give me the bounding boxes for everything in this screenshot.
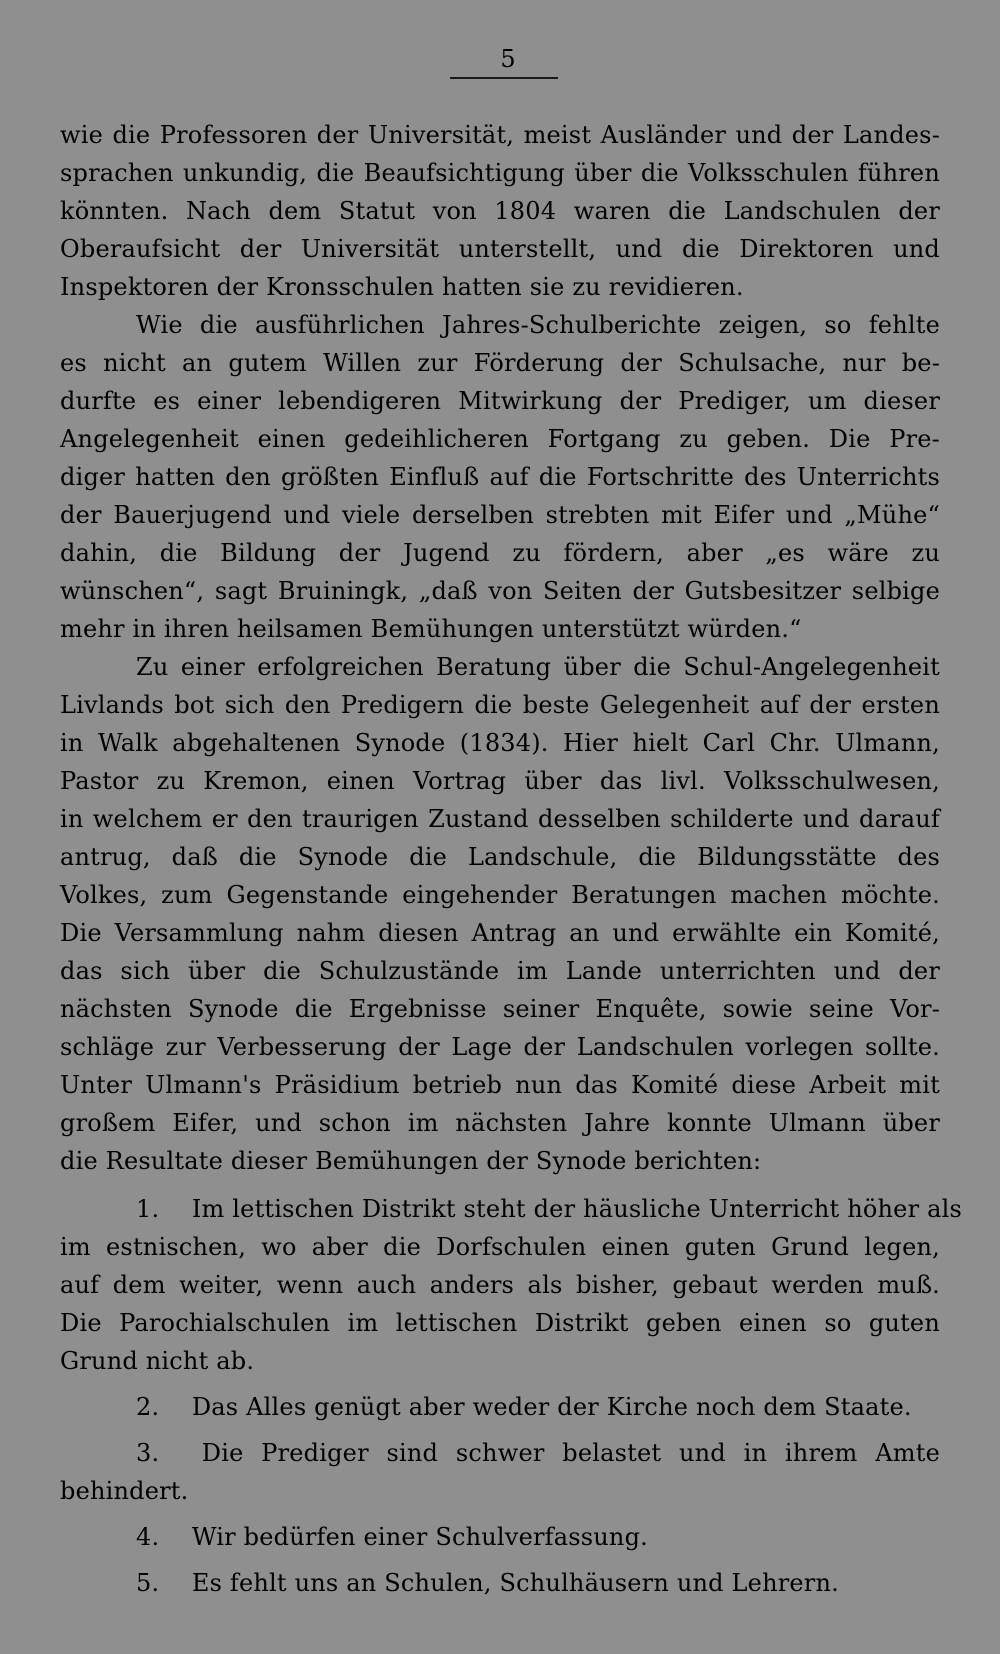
list-number: 1. [136, 1195, 160, 1223]
text-line: Volkes, zum Gegenstande eingehender Beratungen machen möchte. [60, 881, 940, 909]
text-line: Die Parochialschulen im lettischen Distrikt geben einen so guten [60, 1309, 940, 1337]
text-line: Grund nicht ab. [60, 1347, 255, 1375]
spacer [60, 1426, 940, 1434]
list-item-text: Die Prediger sind schwer belastet und in ihrem Amte [201, 1439, 940, 1467]
text-line: Unter Ulmann's Präsidium betrieb nun das Komité diese Arbeit mit [60, 1071, 940, 1099]
text-line: der Bauerjugend und viele derselben strebten mit Eifer und „Mühe“ [60, 501, 940, 529]
text-line [60, 1564, 940, 1602]
list-item-text: Wir bedürfen einer Schulverfassung. [191, 1523, 648, 1551]
text-line: das sich über die Schulzustände im Lande unterrichten und der [60, 957, 940, 985]
spacer [60, 1180, 940, 1190]
list-item [60, 1190, 962, 1380]
text-line: Angelegenheit einen gedeihlicheren Fortgang zu geben. Die Pre- [60, 425, 940, 453]
text-line: Livlands bot sich den Predigern die beste Gelegenheit auf der ersten [60, 691, 940, 719]
text-line: durfte es einer lebendigeren Mitwirkung der Prediger, um dieser [60, 387, 940, 415]
text-line: diger hatten den größten Einfluß auf die Fortschritte des Unterrichts [60, 463, 940, 491]
text-line: großem Eifer, und schon im nächsten Jahre konnte Ulmann über [60, 1109, 940, 1137]
text-line [60, 1518, 940, 1556]
text-line: mehr in ihren heilsamen Bemühungen unterstützt würden.“ [60, 615, 802, 643]
spacer [60, 1510, 940, 1518]
list-number: 2. [136, 1393, 160, 1421]
paragraph [60, 116, 940, 306]
list-number: 3. [136, 1439, 160, 1467]
page-number: 5 [500, 45, 516, 73]
text-line [60, 1190, 962, 1228]
list-item [60, 1564, 940, 1602]
text-line: Zu einer erfolgreichen Beratung über die Schul-Angelegenheit [136, 653, 940, 681]
text-line: im estnischen, wo aber die Dorfschulen einen guten Grund legen, [60, 1233, 940, 1261]
text-line [60, 1388, 940, 1426]
text-line: in Walk abgehaltenen Synode (1834). Hier hielt Carl Chr. Ulmann, [60, 729, 940, 757]
text-line: antrug, daß die Synode die Landschule, die Bildungsstätte des [60, 843, 940, 871]
text-line: Die Versammlung nahm diesen Antrag an und erwählte ein Komité, [60, 919, 940, 947]
text-line: Wie die ausführlichen Jahres-Schulberichte zeigen, so fehlte [136, 311, 940, 339]
text-line: Inspektoren der Kronsschulen hatten sie zu revidieren. [60, 273, 744, 301]
spacer [60, 1556, 940, 1564]
text-line: Oberaufsicht der Universität unterstellt, und die Direktoren und [60, 235, 940, 263]
list-item [60, 1434, 940, 1510]
text-line: in welchem er den traurigen Zustand desselben schilderte und darauf [60, 805, 940, 833]
list-item-text: Es fehlt uns an Schulen, Schulhäusern und Lehrern. [191, 1569, 839, 1597]
text-line: auf dem weiter, wenn auch anders als bisher, gebaut werden muß. [60, 1271, 940, 1299]
text-line: die Resultate dieser Bemühungen der Synode berichten: [60, 1147, 762, 1175]
text-line: wie die Professoren der Universität, meist Ausländer und der Landes- [60, 121, 940, 149]
text-line: könnten. Nach dem Statut von 1804 waren die Landschulen der [60, 197, 940, 225]
list-item-text: Im lettischen Distrikt steht der häusliche Unterricht höher als [191, 1195, 962, 1223]
text-line: sprachen unkundig, die Beaufsichtigung über die Volksschulen führen [60, 159, 940, 187]
text-line [60, 1434, 940, 1472]
document-body [60, 116, 962, 1602]
paragraph [60, 648, 940, 1180]
spacer [60, 1380, 940, 1388]
text-line: wünschen“, sagt Bruiningk, „daß von Seiten der Gutsbesitzer selbige [60, 577, 940, 605]
list-item-text: Das Alles genügt aber weder der Kirche noch dem Staate. [191, 1393, 912, 1421]
header-rule [450, 77, 558, 79]
list-item [60, 1518, 940, 1556]
text-line: behindert. [60, 1477, 189, 1505]
paragraph [60, 306, 940, 648]
numbered-list [60, 1190, 962, 1602]
text-line: dahin, die Bildung der Jugend zu fördern, aber „es wäre zu [60, 539, 940, 567]
text-line: Pastor zu Kremon, einen Vortrag über das livl. Volksschulwesen, [60, 767, 940, 795]
text-line: nächsten Synode die Ergebnisse seiner Enquête, sowie seine Vor- [60, 995, 940, 1023]
list-number: 4. [136, 1523, 160, 1551]
text-line: es nicht an gutem Willen zur Förderung der Schulsache, nur be- [60, 349, 940, 377]
list-item [60, 1388, 940, 1426]
text-line: schläge zur Verbesserung der Lage der Landschulen vorlegen sollte. [60, 1033, 940, 1061]
list-number: 5. [136, 1569, 160, 1597]
